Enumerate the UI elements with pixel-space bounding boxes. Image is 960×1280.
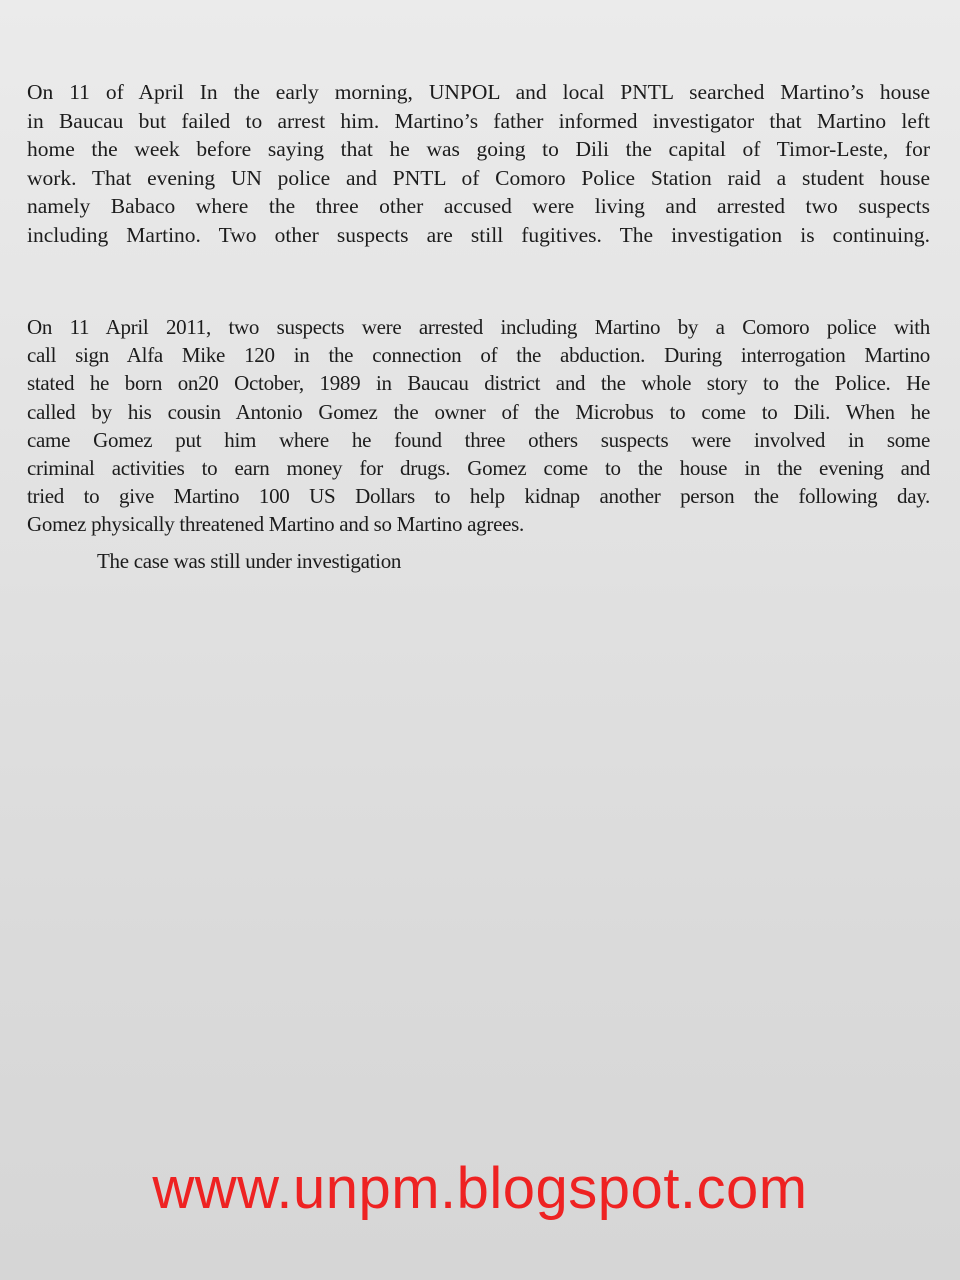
- text-line: work. That evening UN police and PNTL of Comoro Police Station raid a student house: [27, 165, 930, 190]
- text-line: tried to give Martino 100 US Dollars to help kidnap another person the following day.: [27, 484, 930, 509]
- text-line: came Gomez put him where he found three others suspects were involved in some: [27, 427, 930, 452]
- text-line: call sign Alfa Mike 120 in the connection of the abduction. During interrogation Martino: [27, 343, 930, 368]
- text-line: home the week before saying that he was going to Dili the capital of Timor-Leste, for: [27, 137, 930, 161]
- watermark-url: www.unpm.blogspot.com: [152, 1156, 808, 1221]
- closing-statement: The case was still under investigation: [97, 549, 402, 573]
- text-line: including Martino. Two other suspects are still fugitives. The investigation is continuing.: [27, 222, 930, 247]
- text-line: On 11 April 2011, two suspects were arrested including Martino by a Comoro police with: [27, 315, 930, 339]
- text-line: criminal activities to earn money for drugs. Gomez come to the house in the evening and: [27, 456, 930, 481]
- text-line: Gomez physically threatened Martino and so Martino agrees.: [27, 512, 524, 537]
- text-line: namely Babaco where the three other accused were living and arrested two suspects: [27, 194, 930, 218]
- text-line: stated he born on20 October, 1989 in Baucau district and the whole story to the Police. He: [27, 371, 930, 396]
- paragraph-arrest-attempt: [27, 78, 930, 249]
- text-line: called by his cousin Antonio Gomez the owner of the Microbus to come to Dili. When he: [27, 399, 930, 424]
- text-line: in Baucau but failed to arrest him. Martino’s father informed investigator that Martino left: [27, 108, 930, 133]
- text-line: On 11 of April In the early morning, UNPOL and local PNTL searched Martino’s house: [27, 80, 930, 104]
- paragraph-interrogation: [27, 313, 930, 539]
